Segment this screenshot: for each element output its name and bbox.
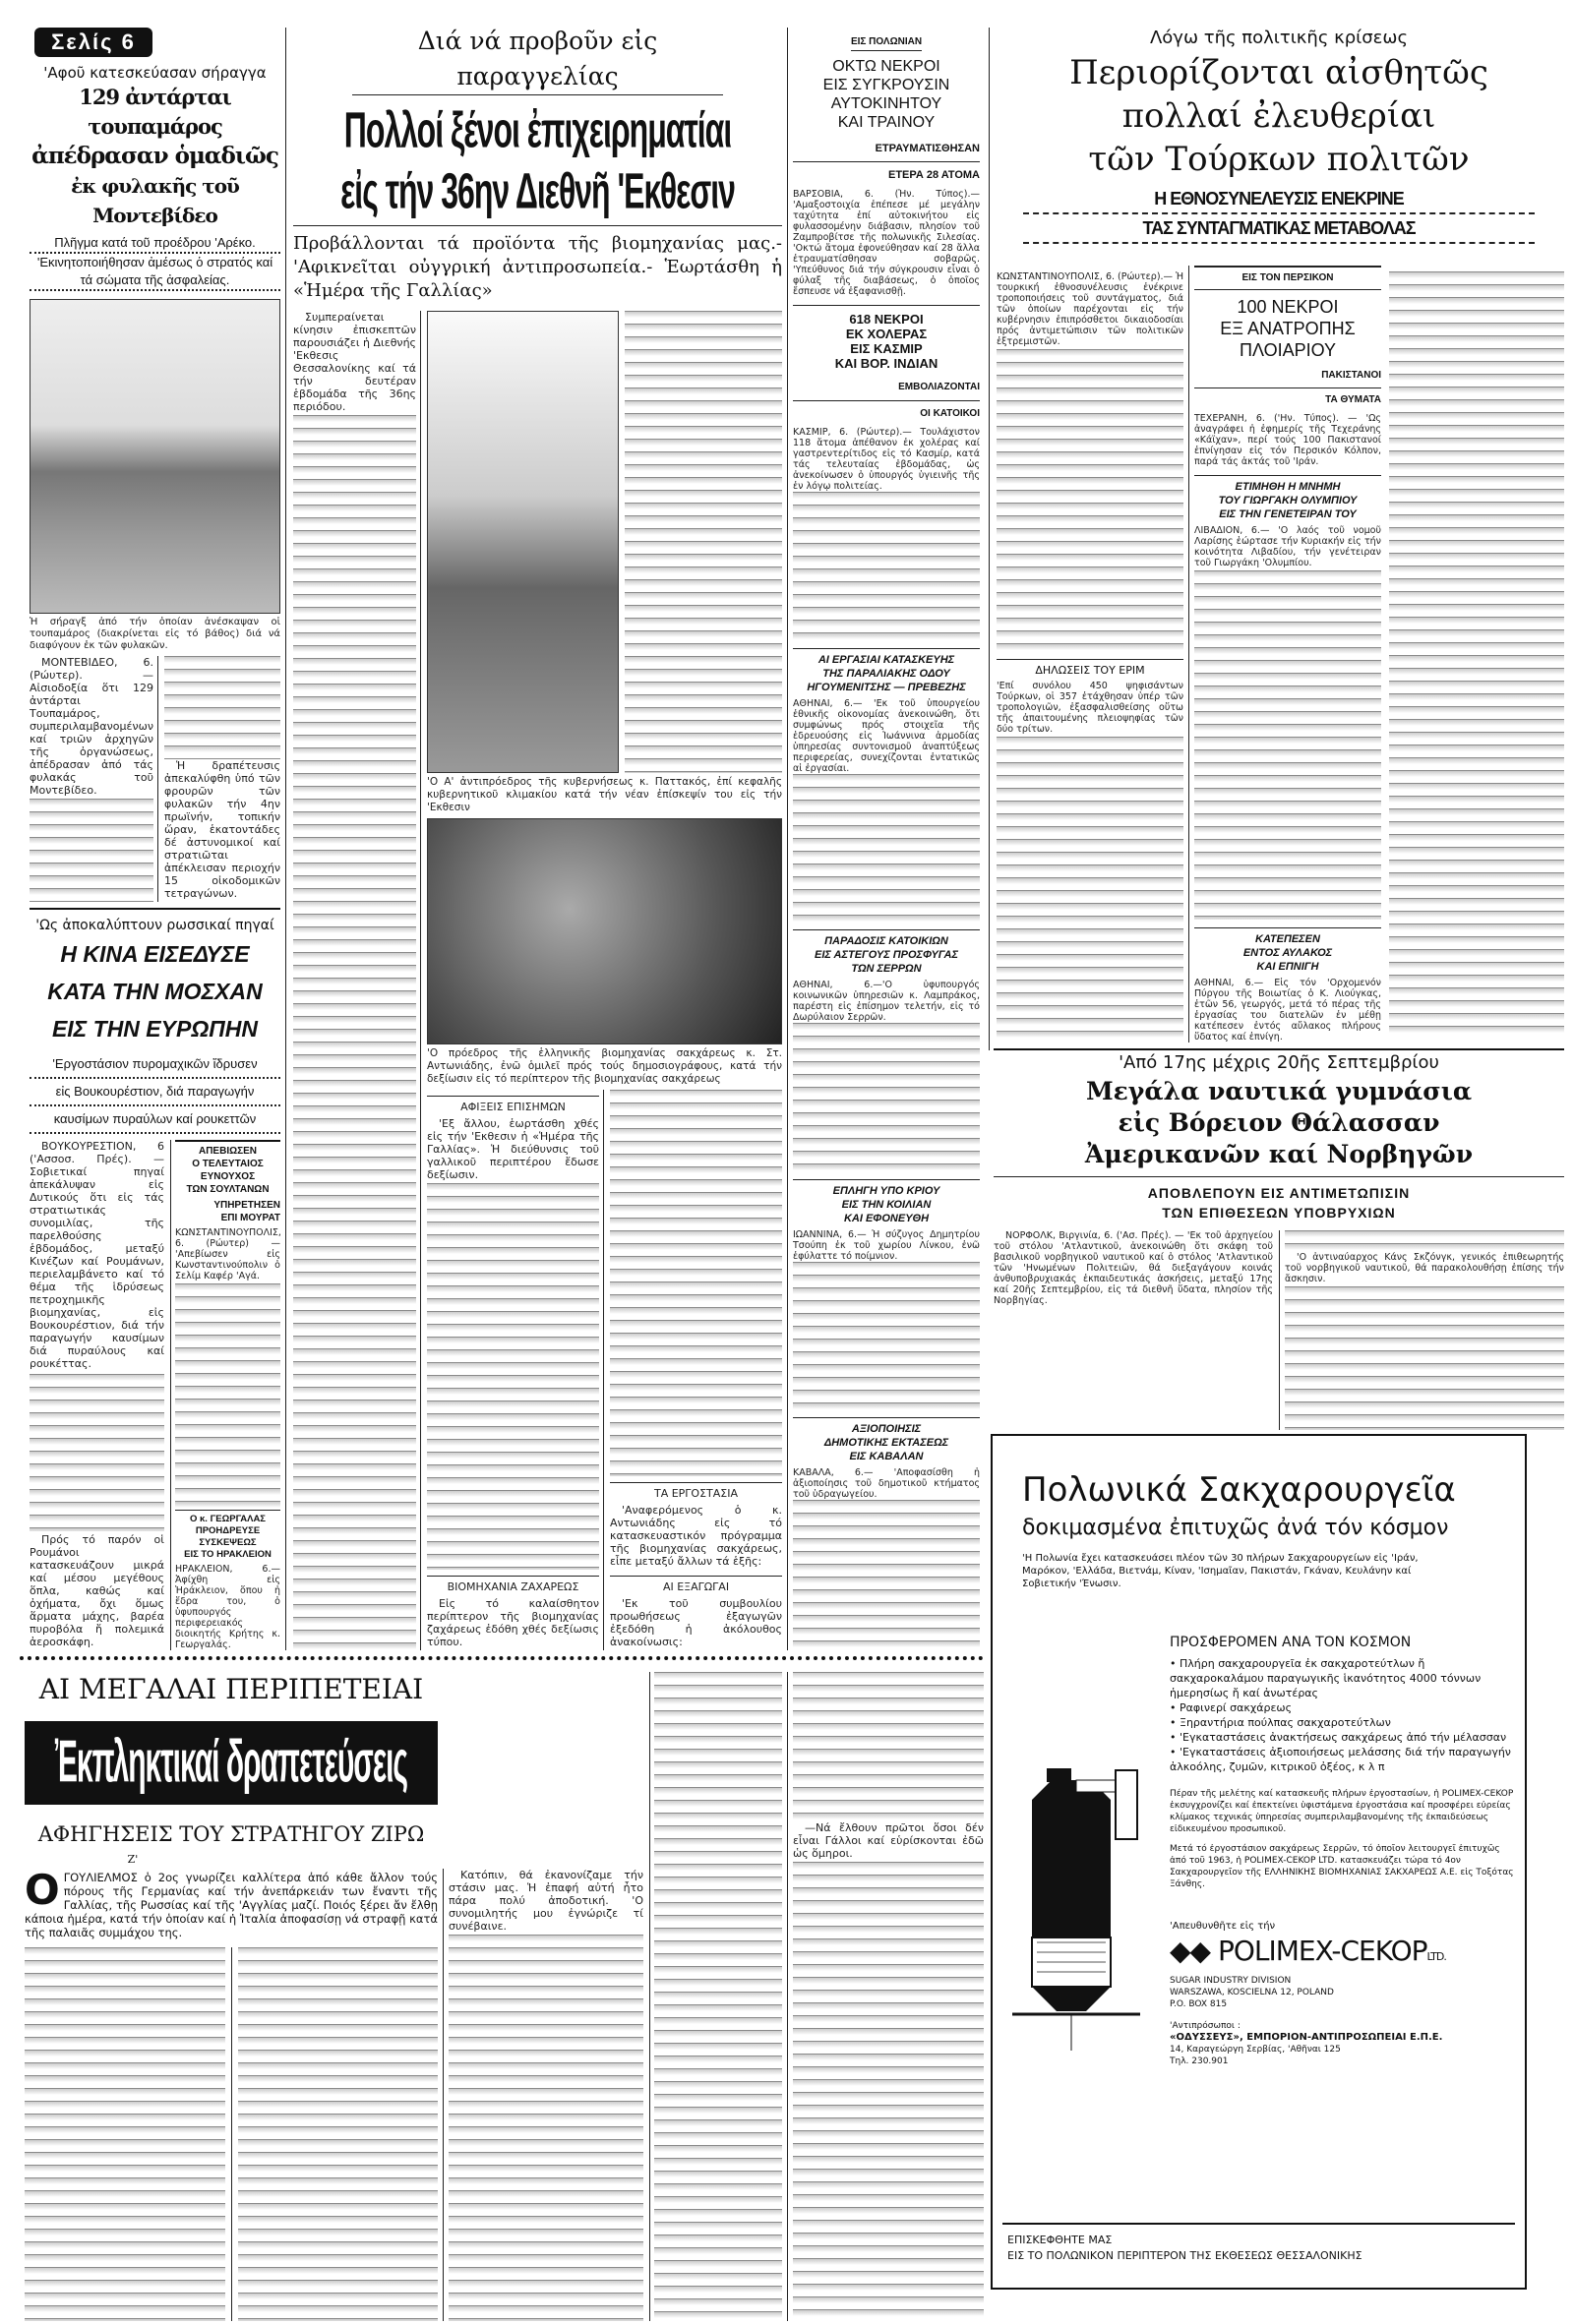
persian-column [1194,266,1381,1043]
headline-line: Η ΚΙΝΑ ΕΙΣΕΔΥΣΕ [60,941,250,967]
section-heading: ΒΙΟΜΗΧΑΝΙΑ ΖΑΧΑΡΕΩΣ [427,1576,599,1593]
georgalas-headline [175,1510,280,1561]
escapes-sub: ΑΦΗΓΗΣΕΙΣ ΤΟΥ ΣΤΡΑΤΗΓΟΥ ΖΙΡΩ [37,1822,425,1846]
china-headline [30,935,280,1047]
subhead: Πλῆγμα κατά τοῦ προέδρου 'Αρέκο. [30,234,280,254]
turkey-kicker: Λόγω τῆς πολιτικῆς κρίσεως [1149,28,1409,48]
fair-sub: Προβάλλονται τά προϊόντα τῆς βιομηχανίας μας.-'Αφικνεῖται οὐγγρική ἀντιπροσωπεία.- Ἑωρτάσθη ἡ «Ἡμέρα τῆς Γαλλίας» [293,225,782,303]
escapes-lead [25,1866,438,1939]
ram-article: ΕΠΛΗΓΗ ΥΠΟ ΚΡΙΟΥ ΕΙΣ ΤΗΝ ΚΟΙΛΙΑΝ ΚΑΙ ΕΦΟΝΕΥΘΗ ΙΩΑΝΝΙΝΑ, 6.— Ἡ σύζυγος Δημητρίου Τσούπη ἐκ τοῦ χωρίου Λίνκου, ἐνῶ ἐφύλαττε τό ποίμνιον. [793,1179,980,1262]
china-lower [30,1140,280,1650]
headline-line: τῶν Τούρκων πολιτῶν [1088,140,1470,179]
persian-article: ΕΙΣ ΤΟΝ ΠΕΡΣΙΚΟΝ 100 ΝΕΚΡΟΙ ΕΞ ΑΝΑΤΡΟΠΗΣ ΠΛΟΙΑΡΙΟΥ ΠΑΚΙΣΤΑΝΟΙ ΤΑ ΘΥΜΑΤΑ ΤΕΧΕΡΑΝΗ, 6. ('Ην. Τύπος). — 'Ως ἀναγράφει ἡ ἐφημερίς τῆς Τεχεράνης «Κάϊχαν», περί τούς 100 Πακιστανοί ἐπνίγησαν εἰς τόν Περσικόν Κόλπον, παρά τάς ἀκτάς τοῦ 'Ιράν. [1194,266,1381,467]
subhead: καυσίμων πυραύλων καί ρουκεττῶν [30,1106,280,1134]
turkey-sub: Η ΕΘΝΟΣΥΝΕΛΕΥΣΙΣ ΕΝΕΚΡΙΝΕ ΤΑΣ ΣΥΝΤΑΓΜΑΤΙΚΑΣ ΜΕΤΑΒΟΛΑΣ [1023,185,1535,244]
ad-para1: Πέραν τῆς μελέτης καί κατασκευῆς πλήρων ἐργοστασίων, ἡ POLIMEX-CEKOP ἐκσυγχρονίζει καί ἐπεκτείνει ὑφιστάμενα ἐργοστάσια καί προσφέρει εὐρείας κλίμακος τεχνικάς ὑπηρεσίας συμπεριλαμβανομένης τῆς ἐκπαιδεύσεως εἰδικευμένου προσωπικοῦ. [1170,1789,1514,1834]
ad-address: SUGAR INDUSTRY DIVISION WARSZAWA, KOSCIELNA 12, POLAND P.O. BOX 815 [1170,1976,1334,2009]
headline-line: Ἀμερικανῶν καί Νορβηγῶν [1084,1140,1474,1168]
section-heading: ΑΙ ΕΞΑΓΩΓΑΙ [610,1576,782,1593]
china-sub [30,1051,280,1134]
left-column [30,28,280,1650]
paragraph: ΓΟΥΛΙΕΛΜΟΣ ὁ 2ος γνωρίζει καλλίτερα ἀπό κάθε ἄλλον τούς πόρους τῆς Γερμανίας καί τήν ἀνεπάρκειάν των ἔναντι τῆς Γαλλίας, τῆς Ρωσσίας καί τῆς 'Αγγλίας μαζί. Ποιός ξέρει ἄν ἔλθῃ κάποια ἡμέρα, κατά τήν ὁποίαν καί ἡ Ἰταλία ἀποφασίσῃ νά στραφῇ κατά τῆς παλαιᾶς συμμάχου της. [25,1871,438,1939]
eunuch-body: ΚΩΝΣΤΑΝΤΙΝΟΥΠΟΛΙΣ, 6. (Ρώυτερ) — 'Απεβίωσεν εἰς Κωνσταντινούπολιν ὁ Σελίμ Καφέρ 'Αγά. [175,1227,281,1281]
fair-kicker: Διά νά προβοῦν εἰς παραγγελίας [352,24,723,95]
fair-headline [293,99,782,221]
escapes-col4 [654,1672,782,2321]
photo-caption: 'Ο Α' ἀντιπρόεδρος τῆς κυβερνήσεως κ. Παττακός, ἐπί κεφαλῆς κυβερνητικοῦ κλιμακίου κατά τήν νέαν ἐπίσκεψίν του εἰς τήν 'Εκθεσιν [427,776,782,813]
photo-caption: Ἡ σήραγξ ἀπό τήν ὁποίαν ἀνέσκαψαν οἱ τουπαμάρος (διακρίνεται εἰς τό βάθος) διά νά διαφύγουν ἐκ τῶν φυλακῶν. [30,617,280,651]
page-label: Σελίς 6 [34,28,152,57]
tupamaros-photo [30,299,280,614]
offer-item: • Ραφινερί σακχάρεως [1170,1701,1293,1714]
tupamaros-sub [30,234,280,291]
offer-item: • 'Εγκαταστάσεις ἀξιοποιήσεως μελάσσης διά τήν παραγωγήν ἀλκοόλης, ζυμῶν, κιτρικοῦ ὀξέος, κ λ π [1170,1746,1511,1773]
refugees-article: ΠΑΡΑΔΟΣΙΣ ΚΑΤΟΙΚΙΩΝ ΕΙΣ ΑΣΤΕΓΟΥΣ ΠΡΟΣΦΥΓΑΣ ΤΩΝ ΣΕΡΡΩΝ ΑΘΗΝΑΙ, 6.—'Ο ὑφυπουργός κοινωνικῶν ὑπηρεσιῶν κ. Λαμπράκος, παρέστη εἰς ἐπίσημον τελετήν, εἰς τό Δωρύλαιον Σερρῶν. [793,929,980,1023]
headline-line: πολλαί ἐλευθερίαι [1121,96,1436,136]
paragraph: —Νά ἔλθουν πρῶτοι ὅσοι δέν εἶναι Γάλλοι καί εὑρίσκονται ἐδῶ ὡς ὅμηροι. [793,1821,984,1860]
fair-photo-meeting [427,818,782,1044]
paragraph: 'Επί συνόλου 450 ψηφισάντων Τούρκων, οἱ 357 ἐτάχθησαν ὑπέρ τῶν τροπολογιῶν, ἐξασφαλισθείσης οὕτω τῆς ἀπαιτουμένης πλειοψηφίας τῶν δύο τρίτων. [997,681,1183,735]
headline-line: ΕΙΣ ΤΟ ΗΡΑΚΛΕΙΟΝ [184,1549,272,1560]
escapes-left [25,1866,438,2321]
headline-line: ΚΑΤΑ ΤΗΝ ΜΟΣΧΑΝ [47,979,263,1004]
escapes-headline-banner [25,1721,438,1805]
headline-line: εἰς Βόρειον Θάλασσαν [1118,1108,1440,1137]
escapes-col3 [449,1869,643,2321]
paragraph: Εἰς τό καλαίσθητον περίπτερον τῆς βιομηχανίας ζαχάρεως ἐδόθη χθές δεξίωσις τύπου. [427,1597,599,1648]
china-kicker: 'Ως ἀποκαλύπτουν ρωσσικαί πηγαί [35,918,274,933]
paragraph: 'Αναφερόμενος ὁ κ. Αντωνιάδης εἰς τό κατασκευαστικόν πρόγραμμα τῆς βιομηχανίας σακχάρεως, εἶπε μεταξύ ἄλλων τά ἑξῆς: [610,1504,782,1568]
ad-title: Πολωνικά Σακχαρουργεῖα [1022,1470,1456,1510]
turkey-top [994,26,1564,244]
naval-headline [994,1076,1564,1170]
headline-line: Μεγάλα ναυτικά γυμνάσια [1085,1077,1473,1105]
fair-column [293,24,782,1650]
naval-body: ΝΟΡΦΟΛΚ, Βιργινία, 6. ('Ασ. Πρές). — 'Εκ τοῦ ἀρχηγείου τοῦ στόλου 'Ατλαντικοῦ, ἀνεκοινώθη ὅτι σκάφη τοῦ βασιλικοῦ νορβηγικοῦ ναυτικοῦ καί ὁ στόλος 'Ατλαντικοῦ τῶν 'Ηνωμένων Πολιτειῶν, θά διεξαγάγουν κοινάς ἀνθυποβρυχιακάς ἐκπαιδευτικάς ἀσκήσεις, μεταξύ 17ης καί 20ῆς Σεπτεμβρίου, εἰς τά διεθνῆ ὕδατα, πλησίον τῆς Νορβηγίας. [994,1230,1273,1306]
polimex-ad [991,1434,1527,2290]
escapes-col1 [25,1947,225,2321]
drop-cap: O [25,1866,60,1914]
naval-body-2 [1279,1230,1564,1430]
tupamaros-kicker: 'Αφοῦ κατεσκεύασαν σήραγγα [43,64,267,82]
turkey-headline [994,51,1564,181]
offer-item: • 'Εγκαταστάσεις ἀνακτήσεως σακχάρεως ἀπό τήν μέλασσαν [1170,1731,1507,1744]
ad-visit: ΕΠΙΣΚΕΦΘΗΤΕ ΜΑΣ ΕΙΣ ΤΟ ΠΟΛΩΝΙΚΟΝ ΠΕΡΙΠΤΕΡΟΝ ΤΗΣ ΕΚΘΕΣΕΩΣ ΘΕΣΣΑΛΟΝΙΚΗΣ [1007,2234,1362,2262]
paragraph: Ἡ δραπέτευσις ἀπεκαλύφθη ὑπό τῶν φρουρῶν τῶν φυλακῶν τήν 4ην πρωϊνήν, τοπικήν ὥραν, ἑκατοντάδες δέ ἀστυνομικοί καί στρατιῶται ἀπέκλεισαν περιοχήν 15 οἰκοδομικῶν τετραγώνων. [163,759,280,900]
section-heading: ΑΦΙΞΕΙΣ ΕΠΙΣΗΜΩΝ [427,1096,599,1113]
tupamaros-body [30,656,280,902]
logo-mark-icon: ◆◆ [1170,1935,1211,1967]
headline-line: ἀπέδρασαν ὁμαδιῶς [31,143,278,169]
offer-item: • Πλήρη σακχαρουργεῖα ἐκ σακχαροτεύτλων ἤ σακχαροκαλάμου παραγωγικῆς ἱκανότητος 4000 τόννων ἡμερησίως ἤ καί ἀνωτέρας [1170,1657,1482,1699]
news-column [793,30,980,1650]
ad-subtitle: δοκιμασμένα ἐπιτυχῶς ἀνά τόν κόσμον [1022,1516,1449,1540]
ad-offer-list [1170,1656,1514,1774]
naval-sub: ΑΠΟΒΛΕΠΟΥΝ ΕΙΣ ΑΝΤΙΜΕΤΩΠΙΣΙΝ ΤΩΝ ΕΠΙΘΕΣΕΩΝ ΥΠΟΒΡΥΧΙΩΝ [994,1176,1564,1222]
paragraph: Πρός τό παρόν οἱ Ρουμάνοι κατασκευάζουν μικρά καί μέσου μεγέθους ὅπλα, καθώς καί ὀχήματα, ὄχι ὅμως ἅρματα μάχης, βαρέα πυροβόλα ἤ πολεμικά ἀεροσκάφη. [30,1533,164,1648]
turkey-col3 [1389,271,1564,1039]
kavala-article: ΑΞΙΟΠΟΙΗΣΙΣ ΔΗΜΟΤΙΚΗΣ ΕΚΤΑΣΕΩΣ ΕΙΣ ΚΑΒΑΛΑΝ ΚΑΒΑΛΑ, 6.— 'Αποφασίσθη ἡ ἀξιοποίησις τοῦ δημοτικοῦ κτήματος τοῦ ὑδραγωγείου. [793,1417,980,1500]
section-heading: ΔΗΛΩΣΕΙΣ ΤΟΥ ΕΡΙΜ [997,659,1183,677]
section-heading: ΤΑ ΕΡΓΟΣΤΑΣΙΑ [610,1482,782,1500]
escapes-col2 [238,1947,439,2321]
fair-body-lower-1 [427,1090,604,1650]
offer-item: • Ξηραντήρια πούλπας σακχαροτεύτλων [1170,1716,1391,1729]
poland-article: ΕΙΣ ΠΟΛΩΝΙΑΝ ΟΚΤΩ ΝΕΚΡΟΙ ΕΙΣ ΣΥΓΚΡΟΥΣΙΝ ΑΥΤΟΚΙΝΗΤΟΥ ΚΑΙ ΤΡΑΙΝΟΥ ΕΤΡΑΥΜΑΤΙΣΘΗΣΑΝ ΕΤΕΡΑ 28 ΑΤΟΜΑ ΒΑΡΣΟΒΙΑ, 6. (Ἡν. Τύπος).— 'Αμαξοστοιχία ἐπέπεσε μέ μεγάλην ταχύτητα ἐπί αὐτοκινήτου εἰς φυλασσομένην διάβασιν, πλησίον τοῦ Ζαμπροβίτσε τῆς πολωνικῆς Σιλεσίας. 'Οκτώ ἄτομα ἐφονεύθησαν καί 28 ἄλλα ἐτραυματίσθησαν σοβαρῶς. 'Υπεύθυνος διά τήν σύγκρουσιν εἶναι ὁ φύλαξ τῆς διαβάσεως, ὁ ὁποῖος ἔσπευσε νά ἐξαφανισθῇ. [793,36,980,297]
headline-line: εἰς τήν 36ην Διεθνῆ 'Εκθεσιν [340,162,735,219]
ad-contact-label: 'Απευθυνθῆτε εἰς τήν [1170,1921,1276,1932]
paragraph: ΒΑΡΣΟΒΙΑ, 6. (Ἡν. Τύπος).— 'Αμαξοστοιχία ἐπέπεσε μέ μεγάλην ταχύτητα ἐπί αὐτοκινήτου εἰς φυλασσομένην διάβασιν, πλησίον τοῦ Ζαμπροβίτσε τῆς πολωνικῆς Σιλεσίας. 'Οκτώ ἄτομα ἐφονεύθησαν καί 28 ἄλλα ἐτραυματίσθησαν σοβαρῶς. 'Υπεύθυνος διά τήν σύγκρουσιν εἶναι ὁ φύλαξ τῆς διαβάσεως, ὁ ὁποῖος ἔσπευσε νά ἐξαφανισθῇ. [793,189,980,297]
paragraph: ΒΟΥΚΟΥΡΕΣΤΙΟΝ, 6 ('Ασσοσ. Πρές). — Σοβιετικαί πηγαί ἀπεκάλυψαν εἰς Δυτικούς ὅτι εἰς τάς στρατιωτικάς συνομιλίας, τῆς παρελθούσης ἑβδομάδος, μεταξύ Κινέζων καί Ρουμάνων, περιελαμβάνετο καί τό θέμα τῆς ἱδρύσεως πετροχημικῆς βιομηχανίας, εἰς Βουκουρέστιον, διά τήν παραγωγήν καυσίμων διά πυραύλους καί ρουκέττας. [30,1140,164,1370]
installment-number: Ζ' [127,1853,139,1866]
headline-line: 129 ἀντάρται τουπαμάρος [79,85,231,139]
fair-photo-crowd [427,311,619,773]
subhead: εἰς Βουκουρέστιον, διά παραγωγήν [30,1079,280,1106]
turkey-body-column [997,271,1183,1039]
paragraph: 'Εξ ἄλλου, ἑωρτάσθη χθές εἰς τήν 'Εκθεσιν ἡ «Ἡμέρα τῆς Γαλλίας». Ἡ διεύθυνσις τοῦ γαλλικοῦ περιπτέρου ἔδωσε δεξίωσιν. [427,1117,599,1181]
naval-kicker: 'Από 17ης μέχρις 20ῆς Σεπτεμβρίου [1119,1052,1439,1073]
fair-body-col3 [625,311,782,773]
paragraph: Συμπεραίνεται κίνησιν ἐπισκεπτῶν παρουσιάζει ἡ Διεθνής 'Εκθεσις Θεσσαλονίκης καί τά τήν δευτέραν ἑβδομάδα τῆς 36ης περιόδου. [293,311,417,413]
sugar-evaporator-illustration [1002,1760,1160,2056]
roadworks-article: ΑΙ ΕΡΓΑΣΙΑΙ ΚΑΤΑΣΚΕΥΗΣ ΤΗΣ ΠΑΡΑΛΙΑΚΗΣ ΟΔΟΥ ΗΓΟΥΜΕΝΙΤΣΗΣ — ΠΡΕΒΕΖΗΣ ΑΘΗΝΑΙ, 6.— 'Εκ τοῦ ὑπουργείου ἐθνικῆς οἰκονομίας ἀνεκοινώθη, ὅτι συμφώνως πρός στοιχεῖα τῆς ἑδρευούσης εἰς Ἰωάννινα ἁρμοδίας ὑπηρεσίας συντονισμοῦ ἀναπτύξεως περιφερείας, συνεχίζονται ἐντατικῶς αἱ ἐργασίαι. [793,648,980,774]
eunuch-headline: ΑΠΕΒΙΩΣΕΝ Ο ΤΕΛΕΥΤΑΙΟΣ ΕΥΝΟΥΧΟΣ ΤΩΝ ΣΟΥΛΤΑΝΩΝ ΥΠΗΡΕΤΗΣΕΝ ΕΠΙ ΜΟΥΡΑΤ [175,1140,280,1224]
kicker: ΕΙΣ ΠΟΛΩΝΙΑΝ [851,36,922,51]
fair-body-lower-2 [610,1090,782,1650]
paragraph: 'Εκ τοῦ συμβουλίου προωθήσεως ἐξαγωγῶν ἐξεδόθη ἡ ἀκόλουθος ἀνακοίνωσις: [610,1597,782,1648]
photo-caption: 'Ο πρόεδρος τῆς ἑλληνικῆς βιομηχανίας σακχάρεως κ. Στ. Αντωνιάδης, ἐνῶ ὁμιλεῖ πρός τούς δημοσιογράφους, κατά τήν δεξίωσιν εἰς τό περίπτερον τῆς βιομηχανίας σακχάρεως [427,1047,782,1085]
paragraph: ΜΟΝΤΕΒΙΔΕΟ, 6. (Ρώυτερ). — Αἰσιοδοξία ὅτι 129 ἀντάρται Τουπαμάρος, συμπεριλαμβανομένων καί τριῶν ἀρχηγῶν τῆς ὀργανώσεως, ἀπέδρασαν ἀπό τάς φυλακάς τοῦ Μοντεβίδεο. [30,656,153,797]
georgalas-body: ΗΡΑΚΛΕΙΟΝ, 6.— Ἀφίχθη εἰς Ἡράκλειον, ὅπου ἡ ἕδρα του, ὁ ὑφυπουργός περιφερειακός διοικητής Κρήτης κ. Γεωργαλάς. [175,1564,280,1650]
subhead: 'Εκινητοποιήθησαν ἀμέσως ὁ στρατός καί τά σώματα τῆς ἀσφαλείας. [30,254,280,291]
subhead: 'Εργοστάσιον πυρομαχικῶν ἵδρυσεν [30,1051,280,1079]
olympios-article: ΕΤΙΜΗΘΗ Η ΜΝΗΜΗ ΤΟΥ ΓΙΩΡΓΑΚΗ ΟΛΥΜΠΙΟΥ ΕΙΣ ΤΗΝ ΓΕΝΕΤΕΙΡΑΝ ΤΟΥ ΛΙΒΑΔΙΟΝ, 6.— 'Ο λαός τοῦ νομοῦ Λαρίσης ἑώρτασε τήν Κυριακήν εἰς τήν κοινότητα Λιβαδίου, τήν γενέτειραν τοῦ Γιωργάκη 'Ολυμπίου. [1194,475,1381,568]
tupamaros-headline [30,83,280,230]
china-body [30,1140,164,1650]
ad-agents: 'Αντιπρόσωποι : «ΟΔΥΣΣΕΥΣ», ΕΜΠΟΡΙΟΝ-ΑΝΤΙΠΡΟΣΩΠΕΙΑΙ Ε.Π.Ε. 14, Καραγεώργη Σερβίας, 'Αθῆναι 125 Τηλ. 230.901 [1170,2021,1443,2066]
paragraph: ΚΩΝΣΤΑΝΤΙΝΟΥΠΟΛΙΣ, 6. (Ρώυτερ).— Ἡ τουρκική ἐθνοσυνέλευσις ἐνέκρινε τροποποιήσεις τοῦ συντάγματος, διά τῶν ὁποίων παρέχονται εἰς τήν κυβέρνησιν ἐπιπρόσθετοι δικαιοδοσίαι πρός ἀντιμετώπισιν τῶν πολιτικῶν ἐξτρεμιστῶν. [997,271,1183,347]
ditch-article: ΚΑΤΕΠΕΣΕΝ ΕΝΤΟΣ ΑΥΛΑΚΟΣ ΚΑΙ ΕΠΝΙΓΗ ΑΘΗΝΑΙ, 6.— Εἰς τόν 'Ορχομενόν Πύργου τῆς Βοιωτίας ὁ Κ. Λιούγκας, ἐτῶν 56, γεωργός, μετά τό πέρας τῆς ἐργασίας του διατελῶν ἐν μέθῃ κατέπεσεν ἐντός αὔλακος πλήρους ὕδατος καί ἐπνίγη. [1194,927,1381,1043]
headline-line: ΕΙΣ ΤΗΝ ΕΥΡΩΠΗΝ [51,1016,259,1042]
ad-para2: Μετά τό ἐργοστάσιον σακχάρεως Σερρῶν, τό ὁποῖον λειτουργεῖ ἐπιτυχῶς ἀπό τοῦ 1963, ἡ POLIMEX-CEKOP LTD. κατασκευάζει τώρα τό 4ον Σακχαρουργεῖον τῆς ΕΛΛΗΝΙΚΗΣ ΒΙΟΜΗΧΑΝΙΑΣ ΣΑΚΧΑΡΕΩΣ Α.Ε. εἰς Τοξότας Ξάνθης. [1170,1844,1514,1889]
escapes-headline: Ἐκπληκτικαί δραπετεύσεις [54,1730,408,1796]
polimex-logo: ◆◆ POLIMEX-CEKOPLTD. [1170,1935,1446,1967]
cholera-article: 618 ΝΕΚΡΟΙ ΕΚ ΧΟΛΕΡΑΣ ΕΙΣ ΚΑΣΜΙΡ ΚΑΙ ΒΟΡ. ΙΝΔΙΑΝ ΕΜΒΟΛΙΑΖΟΝΤΑΙ ΟΙ ΚΑΤΟΙΚΟΙ ΚΑΣΜΙΡ, 6. (Ρώυτερ).— Τουλάχιστον 118 ἄτομα ἀπέθανον ἐκ χολέρας καί γαστρεντερίτιδος εἰς τό Κασμίρ, κατά τάς τελευταίας ἑβδομάδας, ὡς ἀνεκοίνωσεν ὁ ὑπουργός ὑγιεινῆς τῆς ἐν λόγῳ πολιτείας. [793,305,980,492]
headline-line: Ο κ. ΓΕΩΡΓΑΛΑΣ [189,1514,267,1524]
escapes-kicker: ΑΙ ΜΕΓΑΛΑΙ ΠΕΡΙΠΕΤΕΙΑΙ [38,1673,424,1705]
naval-article [994,1048,1564,1430]
fair-body [293,311,421,1650]
escapes-col5 [793,1672,984,2321]
paragraph: 'Ο ἀντιναύαρχος Κάνς Σκζόνγκ, γενικός ἐπιθεωρητής τοῦ νορβηγικοῦ ναυτικοῦ, θά παρακολουθήσῃ ἐπίσης τήν ἄσκησιν. [1285,1252,1564,1284]
paragraph: Κατόπιν, θά ἐκανονίζαμε τήν στάσιν μας. Ἡ ἐπαφή αὐτή ἦτο πάρα πολύ ἀποδοτική. 'Ο συνομιλητής μου ἐγνώριζε τί συνέβαινε. [449,1869,643,1933]
ad-offer-title: ΠΡΟΣΦΕΡΟΜΕΝ ΑΝΑ ΤΟΝ ΚΟΣΜΟΝ [1170,1635,1412,1650]
headline-line: ἐκ φυλακῆς τοῦ Μοντεβίδεο [71,174,239,227]
headline-line: Περιορίζονται αἰσθητῶς [1069,53,1488,92]
ad-intro: 'Η Πολωνία ἔχει κατασκευάσει πλέον τῶν 30 πλήρων Σακχαρουργείων εἰς 'Ιράν, Μαρόκον, 'Ελλάδα, Βιετνάμ, Κίναν, 'Ισημαῖαν, Πακιστάν, Γκάναν, Κευλάνην καί Σοβιετικήν 'Ένωσιν. [1022,1553,1419,1589]
side-box [170,1140,280,1650]
headline-line: ΠΡΟΗΔΡΕΥΣΕ ΣΥΣΚΕΨΕΩΣ [195,1525,261,1548]
headline-line: Πολλοί ξένοι ἐπιχειρηματίαι [343,101,732,158]
ad-right-copy [1170,1633,1514,2067]
